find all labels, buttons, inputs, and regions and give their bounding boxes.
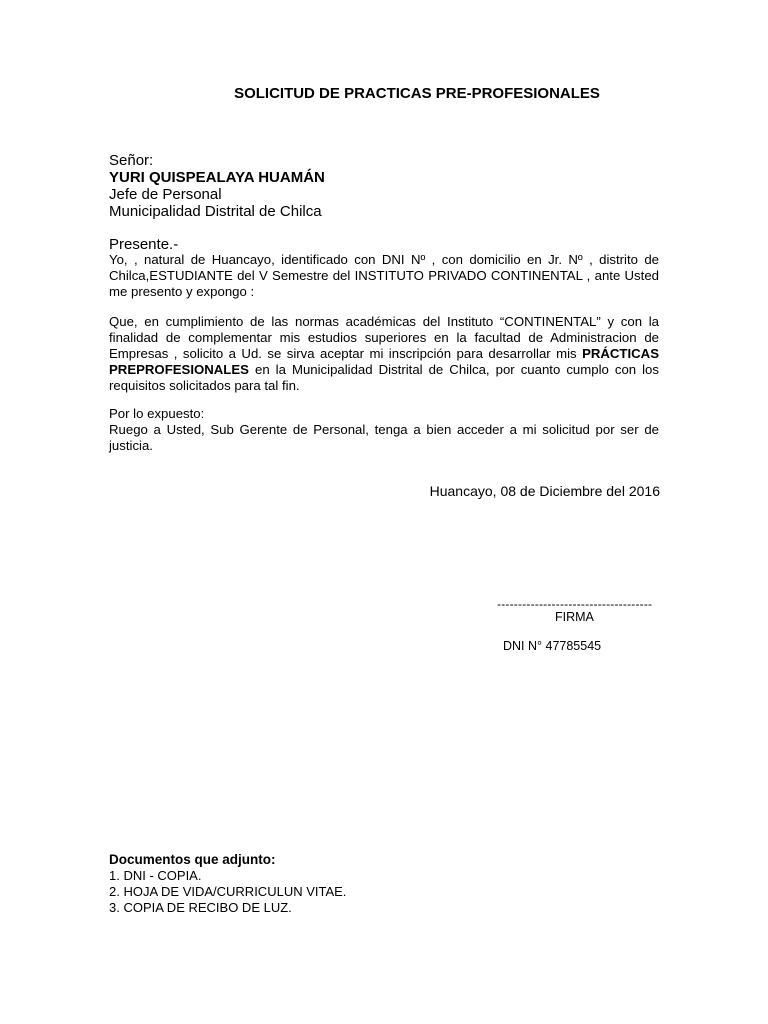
attachment-item: 1. DNI - COPIA. [109,868,202,883]
body-text-bold: PRÁCTICAS PREPROFESIONALES [109,346,659,377]
salutation: Señor: [109,152,154,169]
closing-request: Ruego a Usted, Sub Gerente de Personal, tenga a bien acceder a mi solicitud por ser de justicia. [109,422,659,453]
recipient-name: YURI QUISPEALAYA HUAMÁN [109,169,325,186]
signature-dni: DNI N° 47785545 [503,639,602,653]
body-paragraph [109,314,659,394]
signature-line: ------------------------------------- [497,597,653,611]
greeting: Presente.- [109,236,179,253]
closing-lead: Por lo expuesto: [109,406,205,421]
signature-label: FIRMA [555,610,594,624]
intro-paragraph: Yo, , natural de Huancayo, identificado con DNI Nº , con domicilio en Jr. Nº , distrito de Chilca,ESTUDIANTE del V Semestre del INSTITUTO PRIVADO CONTINENTAL , ante Usted me presento y expongo : [109,252,659,299]
attachment-item: 2. HOJA DE VIDA/CURRICULUN VITAE. [109,884,347,899]
recipient-position: Jefe de Personal [109,186,222,203]
attachment-item: 3. COPIA DE RECIBO DE LUZ. [109,900,292,915]
body-text-before: Que, en cumplimiento de las normas académicas del Instituto “CONTINENTAL” y con la finalidad de complementar mis estudios superiores en la facultad de Administracion de Empresas , solicito a Ud. se sirva aceptar mi inscripción para desarrollar mis [109,314,659,361]
body-text-after: en la Municipalidad Distrital de Chilca, por cuanto cumplo con los requisitos solicitados para tal fin. [109,362,659,393]
recipient-organization: Municipalidad Distrital de Chilca [109,203,322,220]
attachments-heading: Documentos que adjunto: [109,852,276,867]
place-date: Huancayo, 08 de Diciembre del 2016 [429,483,660,499]
document-title: SOLICITUD DE PRACTICAS PRE-PROFESIONALES [234,85,600,102]
